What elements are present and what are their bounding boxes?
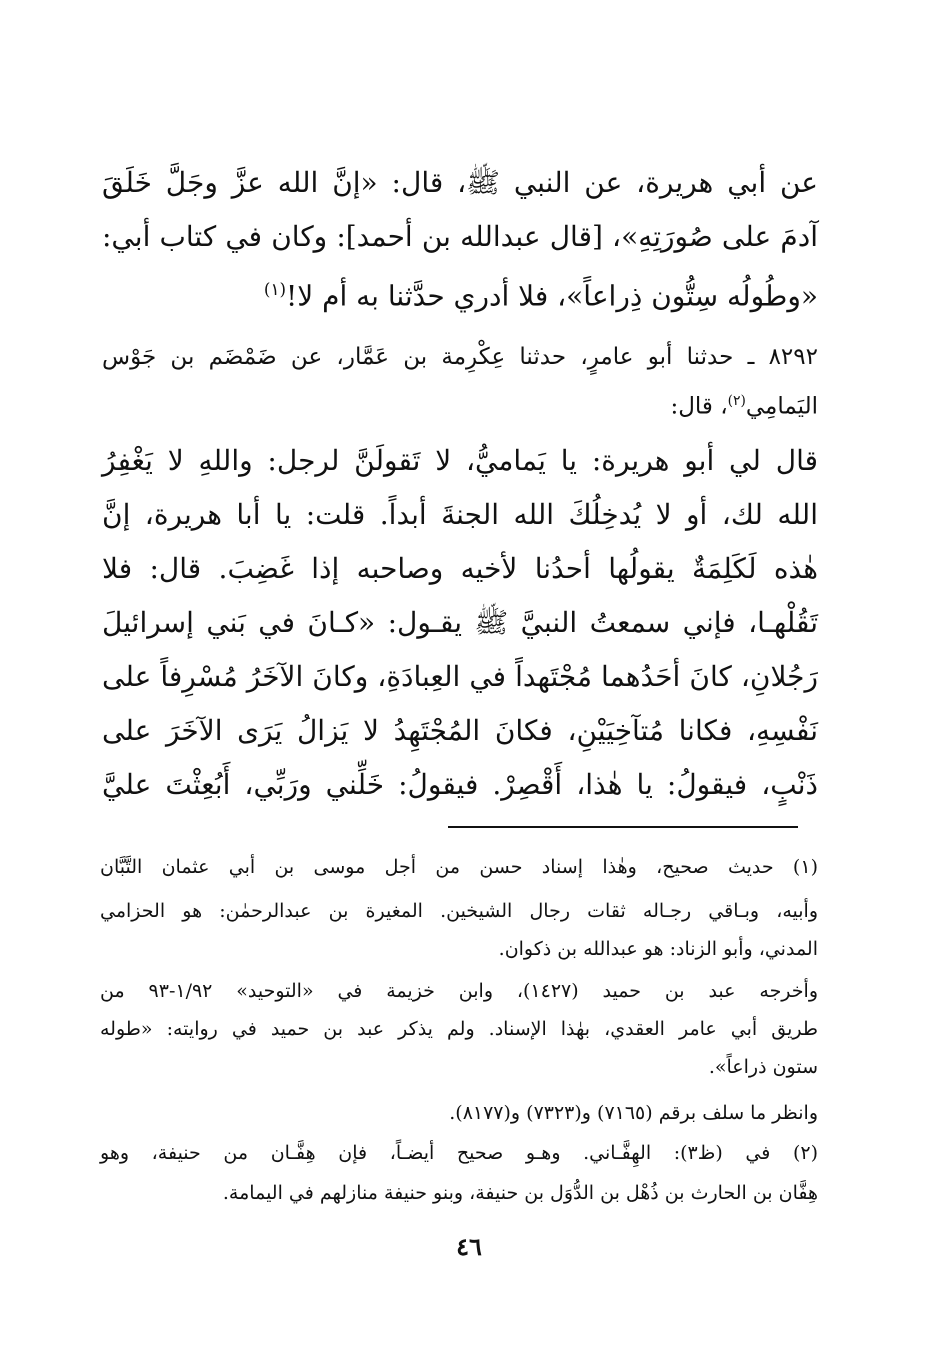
footnote-2-line-1: (٢) في (ظ٣): الهِفَّـاني. وهـو صحيح أيضـاً، فإن هِفَّـان من حنيفة، وهو — [100, 1142, 818, 1164]
footnote-1-line-3: المدني، وأبو الزناد: هو عبدالله بن ذكوان. — [498, 938, 818, 960]
hadith-text-line-4: تَقُلْهـا، فإني سمعتُ النبيَّ ﷺ يقـول: «كـانَ في بَني إسرائيلَ — [102, 606, 818, 639]
main-text-line-3 — [102, 268, 818, 317]
hadith-text-line-3: هٰذه لَكَلِمَةٌ يقولُها أحدُنا لأخيه وصاحبه إذا غَضِبَ. قال: فلا — [102, 552, 818, 585]
main-text-line-3-body: «وطُولُه سِتُّون ذِراعاً»، فلا أدري حدَّثنا به أم لا! — [286, 279, 818, 313]
hadith-text-line-6: نَفْسِهِ، فكانا مُتآخِيَيْنِ، فكانَ المُجْتَهِدُ لا يَزالُ يَرَى الآخَرَ على — [102, 714, 818, 747]
footnote-1-line-5: طريق أبي عامر العقدي، بهٰذا الإسناد. ولم يذكر عبد بن حميد في روايته: «طوله — [100, 1018, 818, 1040]
main-text-line-1: عن أبي هريرة، عن النبي ﷺ، قال: «إنَّ الله عزَّ وجَلَّ خَلَقَ — [102, 166, 818, 199]
hadith-text-line-1: قال لي أبو هريرة: يا يَماميُّ، لا تَقولَنَّ لرجل: واللهِ لا يَغْفِرُ — [102, 444, 818, 477]
footnote-1-line-1: (١) حديث صحيح، وهٰذا إسناد حسن من أجل موسى بن أبي عثمان التَّبَّان — [100, 856, 818, 878]
footnote-2-line-2: هِفَّان بن الحارث بن ذُهْل بن الدُّوَل بن حنيفة، وبنو حنيفة منازلهم في اليمامة. — [222, 1182, 818, 1204]
narrator-name: اليَمامِي — [745, 393, 818, 420]
hadith-text-line-2: الله لك، أو لا يُدخِلُكَ الله الجنةَ أبداً. قلت: يا أبا هريرة، إنَّ — [102, 498, 818, 531]
hadith-chain-line-1: ٨٢٩٢ ـ حدثنا أبو عامرٍ، حدثنا عِكْرِمة بن عَمَّار، عن ضَمْضَم بن جَوْس — [102, 344, 818, 370]
footnote-1-line-6: ستون ذراعاً». — [708, 1056, 818, 1078]
footnote-1-line-4: وأخرجه عبد بن حميد (١٤٢٧)، وابن خزيمة في «التوحيد» ١/٩٢-٩٣ من — [100, 980, 818, 1002]
footnote-1-line-2: وأبيه، وبـاقي رجـاله ثقات رجال الشيخين. المغيرة بن عبدالرحمٰن: هو الحزامي — [100, 900, 818, 922]
footnote-1-line-7: وانظر ما سلف برقم (٧١٦٥) و(٧٣٢٣) و(٨١٧٧). — [449, 1102, 818, 1124]
footnote-separator — [448, 826, 798, 828]
hadith-text-line-7: ذَنْبٍ، فيقولُ: يا هٰذا، أَقْصِرْ. فيقولُ: خَلِّني ورَبِّي، أَبُعِثْتَ عليَّ — [102, 768, 818, 801]
footnote-ref-2: (٢) — [727, 393, 746, 409]
qala: ، قال: — [670, 393, 728, 420]
hadith-text-line-5: رَجُلانِ، كانَ أحَدُهما مُجْتَهداً في العِبادَةِ، وكانَ الآخَرُ مُسْرِفاً على — [102, 660, 818, 693]
main-text-line-2: آدمَ على صُورَتِهِ»، [قال عبدالله بن أحمد]: وكان في كتاب أبي: — [102, 220, 818, 253]
footnote-ref-1: (١) — [263, 279, 287, 299]
hadith-chain-line-2 — [102, 384, 818, 424]
page-number: ٤٦ — [456, 1232, 482, 1261]
